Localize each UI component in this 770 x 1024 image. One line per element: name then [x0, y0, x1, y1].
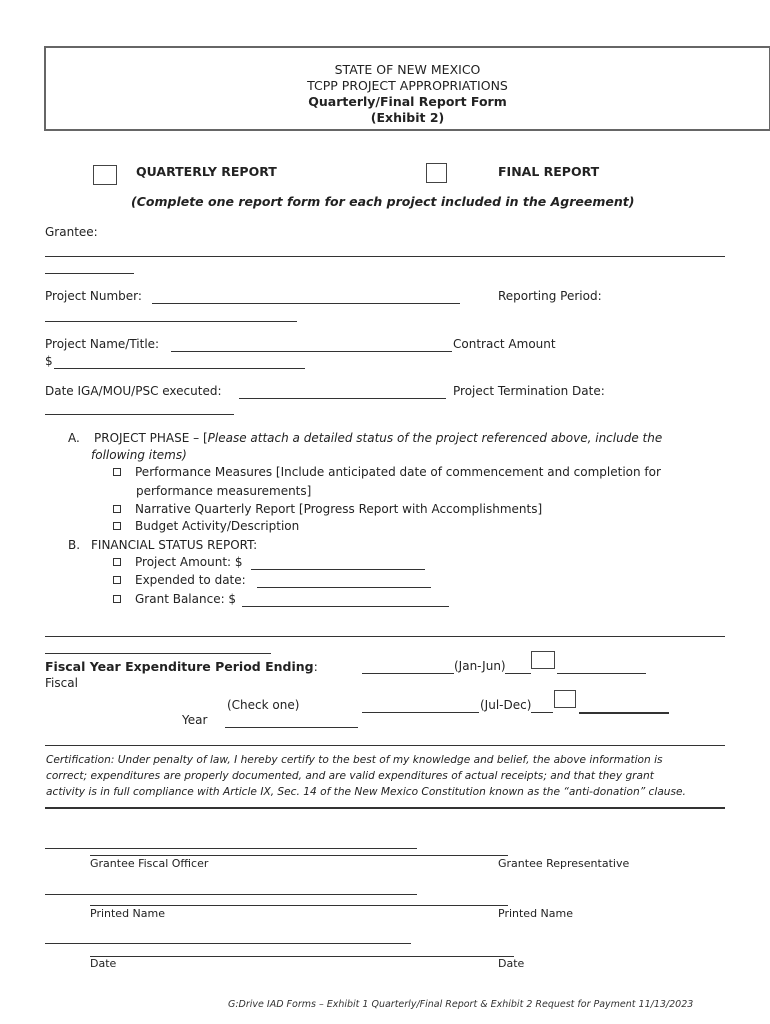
date-right-label: Date [498, 957, 525, 970]
cert-top-rule [45, 745, 725, 746]
list-item: Performance Measures [Include anticipated date of commencement and completion for [113, 465, 661, 479]
header-exhibit: (Exhibit 2) [370, 110, 445, 125]
footer-text: G:Drive IAD Forms – Exhibit 1 Quarterly/Final Report & Exhibit 2 Request for Payment 11/13/2023 [228, 999, 694, 1010]
project-number-line[interactable] [152, 303, 460, 304]
date-line-left[interactable] [45, 943, 411, 944]
fiscal-word: Fiscal [45, 676, 78, 690]
grant-balance-line[interactable] [242, 606, 449, 607]
list-item-cont: performance measurements] [136, 484, 312, 498]
printed-name-line-right[interactable] [90, 905, 508, 906]
year-label: Year [182, 713, 208, 727]
jan-jun-line-2 [505, 673, 531, 674]
printed-name-right-label: Printed Name [498, 907, 574, 920]
date-left-label: Date [90, 957, 117, 970]
grantee-label: Grantee: [45, 225, 98, 239]
form-header [44, 46, 770, 131]
fiscal-officer-signature-line[interactable] [45, 848, 417, 849]
section-b-title: FINANCIAL STATUS REPORT: [91, 538, 258, 552]
separator-line-2 [45, 653, 271, 654]
check-one-label: (Check one) [227, 698, 300, 712]
cert-bottom-rule [45, 807, 725, 809]
quarterly-report-label: QUARTERLY REPORT [136, 164, 277, 179]
section-b-marker: B. [68, 538, 81, 552]
header-program: TCPP PROJECT APPROPRIATIONS [307, 78, 508, 93]
instruction-text: (Complete one report form for each project included in the Agreement) [131, 194, 635, 209]
list-item: Budget Activity/Description [113, 519, 299, 533]
project-name-label: Project Name/Title: [45, 337, 160, 351]
printed-name-line-left[interactable] [45, 894, 417, 895]
representative-signature-line[interactable] [90, 855, 508, 856]
bullet-square-icon [113, 558, 121, 566]
jan-jun-year-line[interactable] [557, 673, 646, 674]
grantee-line[interactable] [45, 256, 725, 257]
jul-dec-line[interactable] [362, 712, 479, 713]
header-state: STATE OF NEW MEXICO [334, 62, 481, 77]
jan-jun-checkbox[interactable] [531, 651, 555, 669]
representative-label: Grantee Representative [498, 857, 630, 870]
section-a-marker: A. [68, 431, 80, 445]
contract-amount-line[interactable] [54, 368, 305, 369]
date-executed-line[interactable] [239, 398, 446, 399]
certification-line-3: activity is in full compliance with Article IX, Sec. 14 of the New Mexico Constitution known as the “anti-donation” clause. [46, 786, 686, 798]
fiscal-officer-label: Grantee Fiscal Officer [90, 857, 209, 870]
list-item: Narrative Quarterly Report [Progress Report with Accomplishments] [113, 502, 542, 516]
termination-date-label: Project Termination Date: [453, 384, 605, 398]
list-item: Expended to date: [113, 573, 246, 587]
final-report-checkbox[interactable] [426, 163, 447, 183]
bullet-square-icon [113, 505, 121, 513]
bullet-square-icon [113, 522, 121, 530]
dollar-sign: $ [45, 354, 53, 368]
termination-date-line[interactable] [45, 414, 234, 415]
project-name-line[interactable] [171, 351, 452, 352]
date-line-right[interactable] [90, 956, 514, 957]
list-item: Project Amount: $ [113, 555, 243, 569]
section-a-title-cont: following items) [91, 448, 187, 462]
certification-line-2: correct; expenditures are properly documented, and are valid expenditures of actual receipts; and that they grant [46, 770, 654, 782]
reporting-period-label: Reporting Period: [498, 289, 602, 303]
list-item: Grant Balance: $ [113, 592, 236, 606]
certification-line-1: Certification: Under penalty of law, I hereby certify to the best of my knowledge and belief, the above information is [46, 754, 663, 766]
jul-dec-checkbox[interactable] [554, 690, 576, 708]
jan-jun-label: (Jan-Jun) [454, 659, 506, 673]
project-number-label: Project Number: [45, 289, 142, 303]
grantee-line-2[interactable] [45, 273, 134, 274]
printed-name-left-label: Printed Name [90, 907, 166, 920]
contract-amount-label: Contract Amount [453, 337, 556, 351]
bullet-square-icon [113, 468, 121, 476]
project-amount-line[interactable] [251, 569, 425, 570]
jul-dec-year-line[interactable] [579, 712, 669, 714]
section-a-title: PROJECT PHASE – [Please attach a detailed status of the project referenced above, include the [94, 431, 663, 445]
year-line[interactable] [225, 727, 358, 728]
bullet-square-icon [113, 576, 121, 584]
reporting-period-line[interactable] [45, 321, 297, 322]
date-executed-label: Date IGA/MOU/PSC executed: [45, 384, 222, 398]
fiscal-year-title: Fiscal Year Expenditure Period Ending: [45, 659, 318, 674]
header-form-title: Quarterly/Final Report Form [308, 94, 507, 109]
jul-dec-line-2 [531, 712, 553, 713]
jan-jun-line[interactable] [362, 673, 454, 674]
bullet-square-icon [113, 595, 121, 603]
separator-line [45, 636, 725, 637]
quarterly-report-checkbox[interactable] [93, 165, 117, 185]
expended-to-date-line[interactable] [257, 587, 431, 588]
final-report-label: FINAL REPORT [498, 164, 600, 179]
jul-dec-label: (Jul-Dec) [480, 698, 532, 712]
